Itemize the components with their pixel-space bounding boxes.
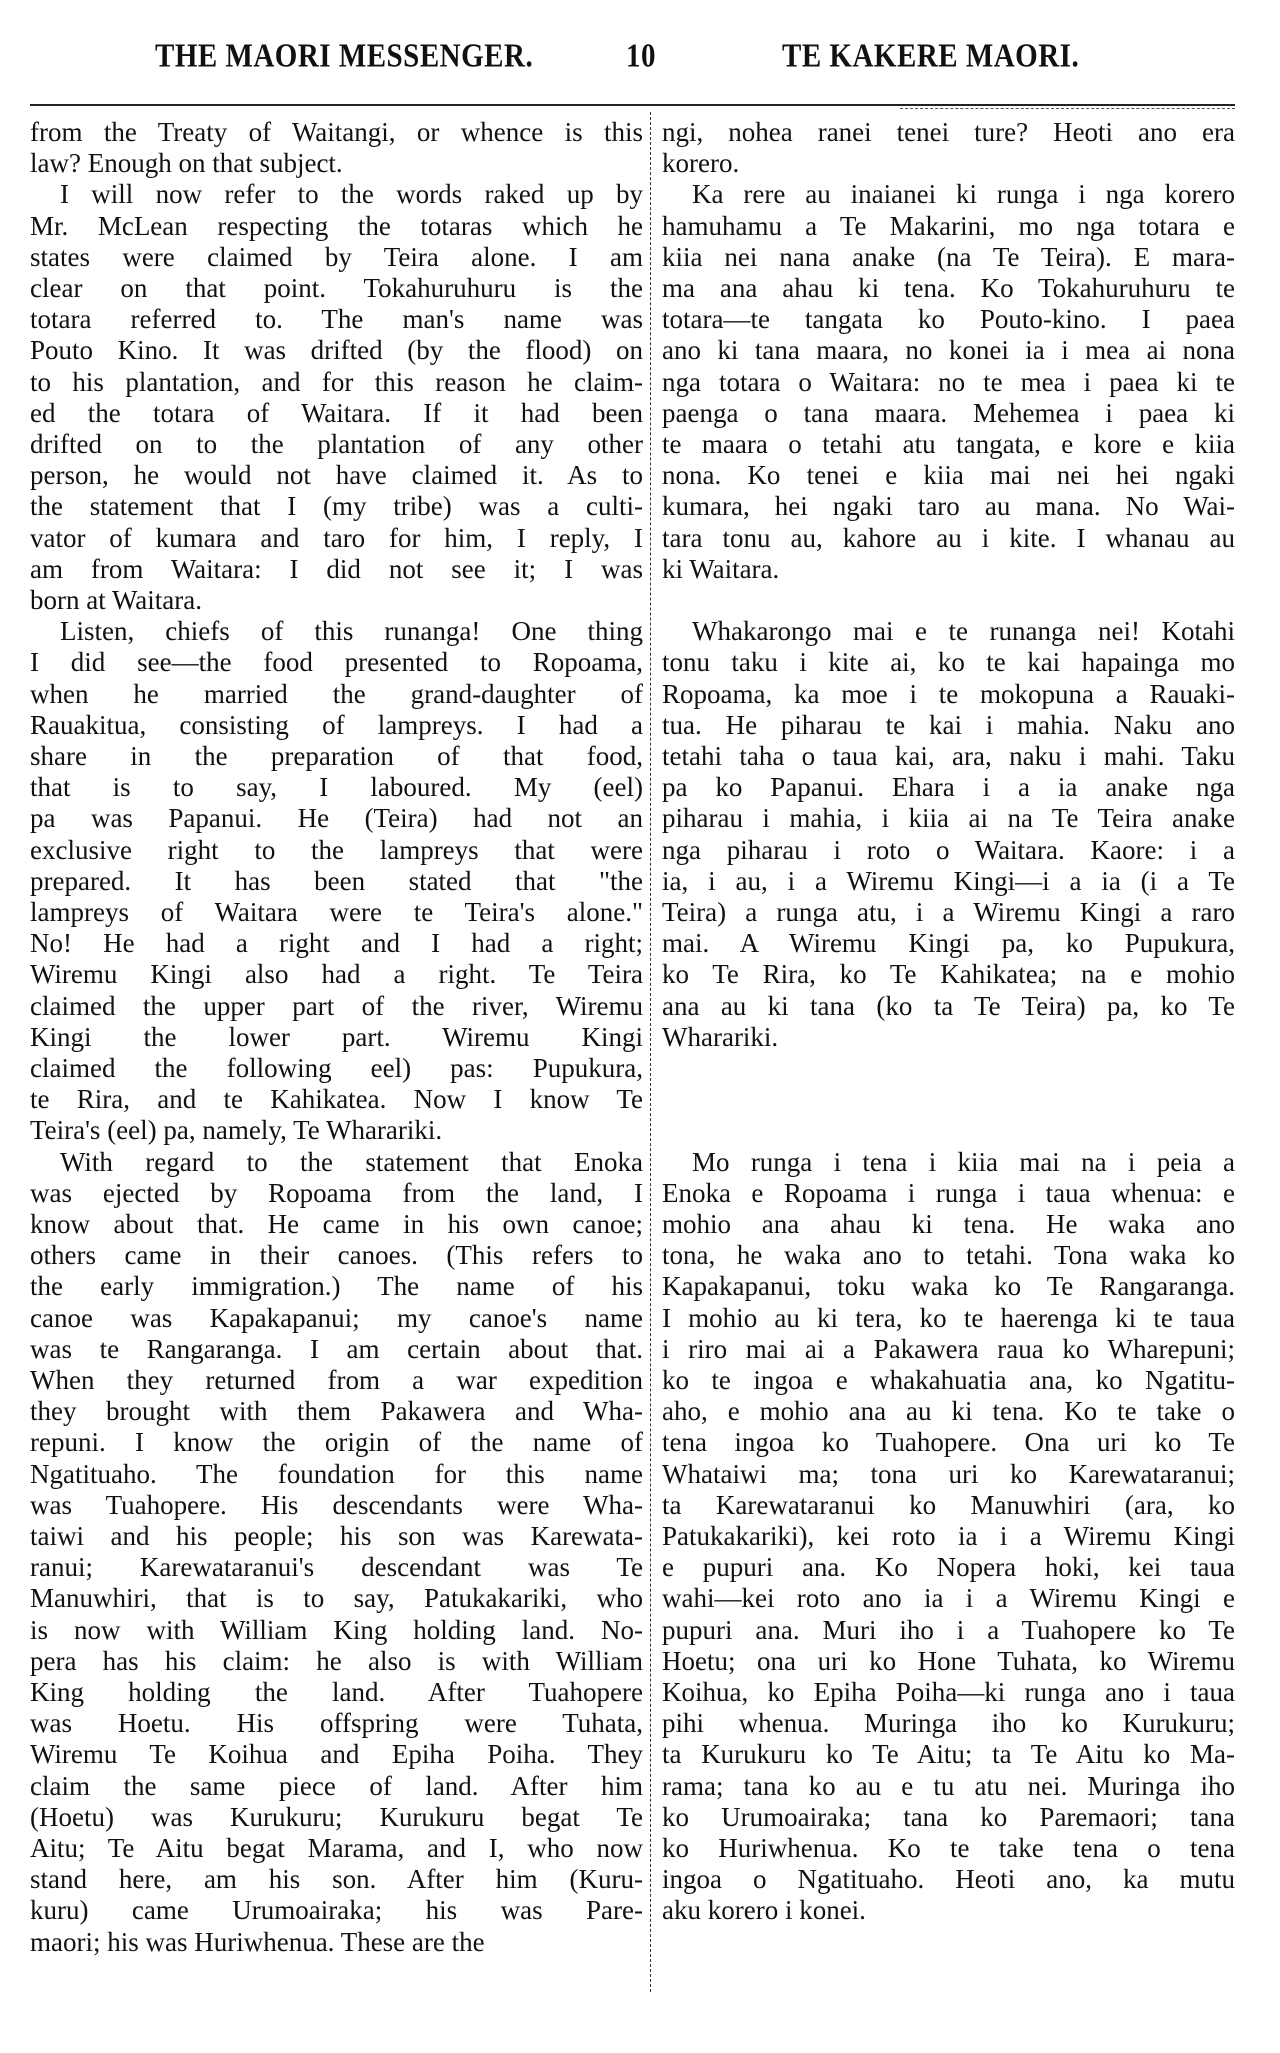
text-line: tena ingoa ko Tuahopere. Ona uri ko Te [662, 1427, 1235, 1458]
text-line: share in the preparation of that food, [30, 741, 643, 771]
text-line: ko Huriwhenua. Ko te take tena o tena [662, 1833, 1235, 1863]
text-line: was te Rangaranga. I am certain about that. [30, 1333, 643, 1364]
text-line: tonu taku i kite ai, ko te kai hapainga mo [662, 647, 1235, 678]
text-line: Patukakariki), kei roto ia i a Wiremu Kingi [662, 1521, 1235, 1551]
text-line: Pouto Kino. It was drifted (by the flood) on [30, 335, 643, 366]
text-line: clear on that point. Tokahuruhuru is the [30, 273, 643, 303]
text-line: te Rira, and te Kahikatea. Now I know Te [30, 1084, 643, 1115]
text-line: Teira) a runga atu, i a Wiremu Kingi a raro [662, 897, 1235, 927]
text-line: was ejected by Ropoama from the land, I [30, 1177, 643, 1208]
text-line: When they returned from a war expedition [30, 1365, 643, 1395]
text-line: Rauakitua, consisting of lampreys. I had a [30, 709, 643, 740]
text-line: tetahi taha o taua kai, ara, naku i mahi. Taku [662, 741, 1235, 771]
text-line: they brought with them Pakawera and Wha- [30, 1396, 643, 1427]
text-line: paenga o tana maara. Mehemea i paea ki [662, 397, 1235, 428]
text-line: Mr. McLean respecting the totaras which he [30, 210, 643, 241]
text-line: Ka rere au inaianei ki runga i nga korero [692, 179, 1235, 210]
column-divider [650, 112, 651, 1992]
text-line: Kapakapanui, toku waka ko Te Rangaranga. [662, 1271, 1235, 1302]
text-line: am from Waitara: I did not see it; I was [30, 553, 643, 584]
text-line: person, he would not have claimed it. As to [30, 460, 643, 491]
text-line: Enoka e Ropoama i runga i taua whenua: e [662, 1177, 1235, 1208]
text-line: when he married the grand-daughter of [30, 678, 643, 709]
text-line: With regard to the statement that Enoka [60, 1146, 643, 1177]
text-line: others came in their canoes. (This refers to [30, 1240, 643, 1271]
text-line: (Hoetu) was Kurukuru; Kurukuru begat Te [30, 1801, 643, 1832]
text-line: I mohio au ki tera, ko te haerenga ki te taua [662, 1302, 1235, 1333]
text-line: aho, e mohio ana au ki tena. Ko te take o [662, 1396, 1235, 1427]
text-line: claimed the following eel) pas: Pupukura, [30, 1053, 643, 1083]
text-line: pihi whenua. Muringa iho ko Kurukuru; [662, 1708, 1235, 1739]
masthead-maori-title: TE KAKERE MAORI. [782, 37, 1080, 75]
text-line: taiwi and his people; his son was Karewata- [30, 1521, 643, 1551]
text-line: Mo runga i tena i kiia mai na i peia a [692, 1146, 1235, 1177]
text-line: ingoa o Ngatituaho. Heoti ano, ka mutu [662, 1864, 1235, 1895]
text-line: totara—te tangata ko Pouto-kino. I paea [662, 304, 1235, 335]
text-line: totara referred to. The man's name was [30, 304, 643, 335]
text-line: the statement that I (my tribe) was a culti- [30, 491, 643, 522]
text-line: Teira's (eel) pa, namely, Te Wharariki. [30, 1115, 443, 1146]
text-line: to his plantation, and for this reason he claim- [30, 366, 643, 397]
text-line: pera has his claim: he also is with William [30, 1645, 643, 1676]
text-line: pupuri ana. Muri iho i a Tuahopere ko Te [662, 1614, 1235, 1645]
text-line: Wiremu Kingi also had a right. Te Teira [30, 959, 643, 990]
page-number: 10 [626, 37, 656, 75]
text-line: tona, he waka ano to tetahi. Tona waka ko [662, 1240, 1235, 1271]
text-line: vator of kumara and taro for him, I reply, I [30, 522, 643, 553]
text-line: kumara, hei ngaki taro au mana. No Wai- [662, 491, 1235, 522]
text-line: ia, i au, i a Wiremu Kingi—i a ia (i a Te [662, 865, 1235, 896]
text-line: I did see—the food presented to Ropoama, [30, 647, 643, 678]
text-line: mohio ana ahau ki tena. He waka ano [662, 1209, 1235, 1239]
text-line: Manuwhiri, that is to say, Patukakariki, who [30, 1583, 643, 1614]
text-line: from the Treaty of Waitangi, or whence is this [30, 117, 643, 147]
text-line: ko Te Rira, ko Te Kahikatea; na e mohio [662, 959, 1235, 990]
text-line: piharau i mahia, i kiia ai na Te Teira anake [662, 803, 1235, 834]
text-line: states were claimed by Teira alone. I am [30, 241, 643, 272]
text-line: ma ana ahau ki tena. Ko Tokahuruhuru te [662, 273, 1235, 303]
text-line: ed the totara of Waitara. If it had been [30, 397, 643, 428]
text-line: lampreys of Waitara were te Teira's alone." [30, 897, 643, 927]
text-line: born at Waitara. [30, 585, 203, 615]
text-line: mai. A Wiremu Kingi pa, ko Pupukura, [662, 928, 1235, 959]
text-line: nga piharau i roto o Waitara. Kaore: i a [662, 834, 1235, 865]
text-line: ko te ingoa e whakahuatia ana, ko Ngatitu- [662, 1365, 1235, 1395]
text-line: ano ki tana maara, no konei ia i mea ai nona [662, 335, 1235, 366]
text-line: Wharariki. [662, 1021, 779, 1052]
text-line: canoe was Kapakapanui; my canoe's name [30, 1302, 643, 1333]
text-line: was Hoetu. His offspring were Tuhata, [30, 1708, 643, 1739]
text-line: drifted on to the plantation of any other [30, 429, 643, 459]
text-line: ranui; Karewataranui's descendant was Te [30, 1552, 643, 1583]
text-line: ta Kurukuru ko Te Aitu; ta Te Aitu ko Ma- [662, 1739, 1235, 1770]
text-line: nga totara o Waitara: no te mea i paea ki te [662, 366, 1235, 397]
text-line: Ngatituaho. The foundation for this name [30, 1458, 643, 1489]
text-line: korero. [662, 148, 740, 179]
text-line: King holding the land. After Tuahopere [30, 1677, 643, 1707]
text-line: Wiremu Te Koihua and Epiha Poiha. They [30, 1739, 643, 1770]
text-line: law? Enough on that subject. [30, 148, 343, 179]
text-line: Whataiwi ma; tona uri ko Karewataranui; [662, 1458, 1235, 1489]
text-line: stand here, am his son. After him (Kuru- [30, 1864, 643, 1895]
masthead-english-title: THE MAORI MESSENGER. [155, 37, 534, 75]
text-line: e pupuri ana. Ko Nopera hoki, kei taua [662, 1552, 1235, 1583]
text-line: ki Waitara. [662, 553, 780, 584]
text-line: hamuhamu a Te Makarini, mo nga totara e [662, 210, 1235, 241]
text-line: Whakarongo mai e te runanga nei! Kotahi [692, 616, 1235, 647]
text-line: Aitu; Te Aitu begat Marama, and I, who now [30, 1833, 643, 1863]
text-line: repuni. I know the origin of the name of [30, 1427, 643, 1458]
text-line: Koihua, ko Epiha Poiha—ki runga ano i taua [662, 1677, 1235, 1707]
text-line: ana au ki tana (ko ta Te Teira) pa, ko Te [662, 990, 1235, 1021]
text-line: is now with William King holding land. No- [30, 1614, 643, 1645]
text-line: pa was Papanui. He (Teira) had not an [30, 803, 643, 834]
text-line: exclusive right to the lampreys that were [30, 834, 643, 865]
text-line: know about that. He came in his own canoe; [30, 1209, 643, 1239]
text-line: tua. He piharau te kai i mahia. Naku ano [662, 709, 1235, 740]
text-line: aku korero i konei. [662, 1895, 866, 1926]
text-line: ngi, nohea ranei tenei ture? Heoti ano era [662, 117, 1235, 147]
text-line: ko Urumoairaka; tana ko Paremaori; tana [662, 1801, 1235, 1832]
text-line: claim the same piece of land. After him [30, 1770, 643, 1801]
text-line: i riro mai ai a Pakawera raua ko Wharepuni; [662, 1333, 1235, 1364]
text-line: pa ko Papanui. Ehara i a ia anake nga [662, 772, 1235, 803]
text-line: Hoetu; ona uri ko Hone Tuhata, ko Wiremu [662, 1645, 1235, 1676]
text-line: I will now refer to the words raked up by [60, 179, 643, 210]
text-line: Kingi the lower part. Wiremu Kingi [30, 1021, 643, 1052]
text-line: nona. Ko tenei e kiia mai nei hei ngaki [662, 460, 1235, 491]
text-line: Listen, chiefs of this runanga! One thing [60, 616, 643, 647]
text-line: Ropoama, ka moe i te mokopuna a Rauaki- [662, 678, 1235, 709]
text-line: rama; tana ko au e tu atu nei. Muringa iho [662, 1770, 1235, 1801]
text-line: maori; his was Huriwhenua. These are the [30, 1926, 485, 1957]
text-line: kuru) came Urumoairaka; his was Pare- [30, 1895, 643, 1926]
text-line: was Tuahopere. His descendants were Wha- [30, 1489, 643, 1520]
text-line: claimed the upper part of the river, Wiremu [30, 990, 643, 1021]
text-line: No! He had a right and I had a right; [30, 928, 643, 959]
text-line: ta Karewataranui ko Manuwhiri (ara, ko [662, 1489, 1235, 1520]
text-line: wahi—kei roto ano ia i a Wiremu Kingi e [662, 1583, 1235, 1614]
text-line: prepared. It has been stated that "the [30, 865, 643, 896]
text-line: tara tonu au, kahore au i kite. I whanau au [662, 522, 1235, 553]
text-line: the early immigration.) The name of his [30, 1271, 643, 1302]
text-line: that is to say, I laboured. My (eel) [30, 772, 643, 803]
text-line: kiia nei nana anake (na Te Teira). E mara- [662, 241, 1235, 272]
text-line: te maara o tetahi atu tangata, e kore e kiia [662, 429, 1235, 459]
header-rule-dashed [900, 108, 1235, 109]
header-rule [30, 104, 1235, 106]
